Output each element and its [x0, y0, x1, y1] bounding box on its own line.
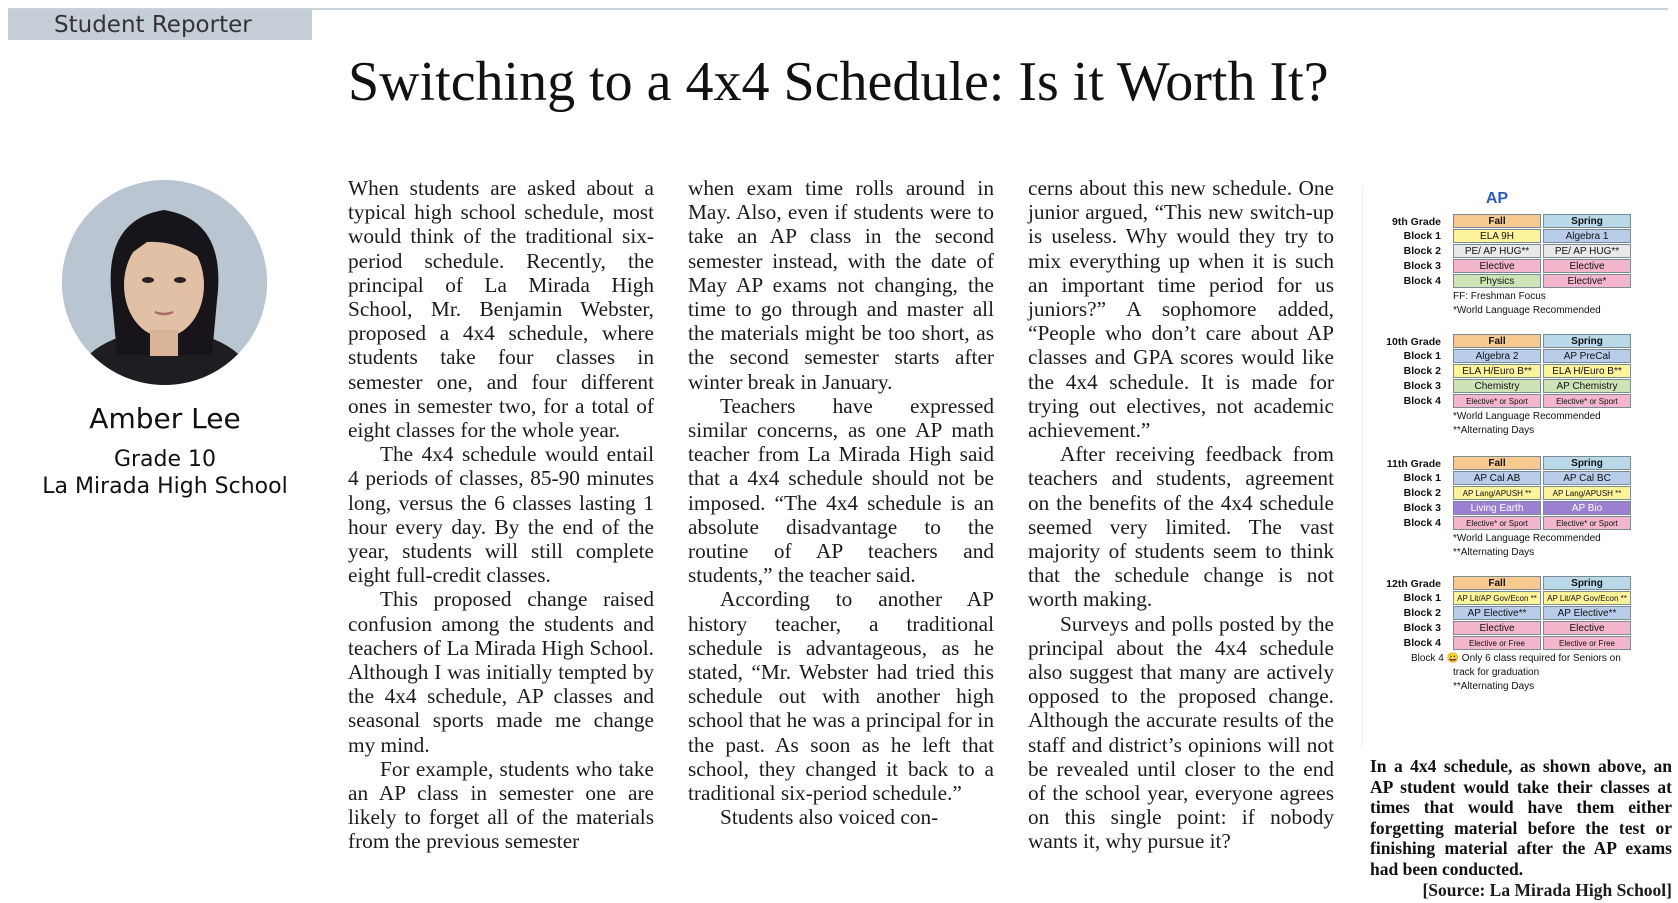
article-paragraph: when exam time rolls around in May. Also, even if students were to take an AP class in the second semester instead, with the date of May AP exams not changing, the time to go through and master all the materials might be too short, as the second semester starts after winter break in January. [688, 176, 994, 394]
article-column-1 [348, 176, 654, 854]
fall-class: Elective [1453, 259, 1541, 273]
block-label: Block 3 [1403, 260, 1441, 272]
schedule-note: FF: Freshman Focus [1453, 291, 1546, 302]
article-paragraph: This proposed change raised confusion among the students and teachers of La Mirada High School. Although I was initially tempted by the 4x4 schedule, AP classes and seasonal sports made me change my mind. [348, 587, 654, 757]
article-paragraph: After receiving feedback from teachers and students, agreement on the benefits of the 4x4 schedule seemed very limited. The vast majority of students seem to think that the schedule change is not worth making. [1028, 442, 1334, 612]
fall-class: ELA H/Euro B** [1453, 364, 1541, 378]
spring-class: AP PreCal [1543, 349, 1631, 363]
schedule-chart [1362, 186, 1671, 746]
section-label: Student Reporter [8, 10, 312, 40]
fall-class: Elective* or Sport [1453, 394, 1541, 408]
fall-header: Fall [1453, 214, 1541, 228]
spring-class: Elective [1543, 621, 1631, 635]
fall-class: AP Lit/AP Gov/Econ ** [1453, 591, 1541, 605]
spring-header: Spring [1543, 576, 1631, 590]
fall-header: Fall [1453, 576, 1541, 590]
block-label: Block 2 [1403, 245, 1441, 257]
spring-class: ELA H/Euro B** [1543, 364, 1631, 378]
block-label: Block 1 [1403, 230, 1441, 242]
article-paragraph: Students also voiced con- [720, 805, 939, 830]
block-label: Block 2 [1403, 607, 1441, 619]
fall-class: Elective* or Sport [1453, 516, 1541, 530]
spring-class: Elective* [1543, 274, 1631, 288]
fall-class: AP Elective** [1453, 606, 1541, 620]
spring-class: AP Lang/APUSH ** [1543, 486, 1631, 500]
spring-class: Elective* or Sport [1543, 394, 1631, 408]
image-caption: In a 4x4 schedule, as shown above, an AP student would take their classes at times that would have them either forgetting material before the test or finishing material after the AP exams had been conducted. [1370, 756, 1672, 879]
headline: Switching to a 4x4 Schedule: Is it Worth It? [348, 51, 1329, 113]
fall-class: AP Lang/APUSH ** [1453, 486, 1541, 500]
article-paragraph: Surveys and polls posted by the principal about the 4x4 schedule also suggest that many are actively opposed to the proposed change. Although the accurate results of the staff and district’s opinions will not be revealed until closer to the end of the school year, everyone agrees on this single point: if nobody wants it, why pursue it? [1028, 611, 1334, 854]
fall-header: Fall [1453, 334, 1541, 348]
schedule-note: **Alternating Days [1453, 425, 1535, 436]
spring-class: AP Chemistry [1543, 379, 1631, 393]
block-label: Block 1 [1403, 350, 1441, 362]
schedule-note: *World Language Recommended [1453, 533, 1601, 544]
fall-class: ELA 9H [1453, 229, 1541, 243]
block-label: Block 4 [1403, 637, 1441, 649]
author-grade: Grade 10 [113, 447, 217, 472]
fall-class: AP Cal AB [1453, 471, 1541, 485]
spring-class: Algebra 1 [1543, 229, 1631, 243]
block-label: Block 3 [1403, 502, 1441, 514]
block-label: Block 4 [1403, 395, 1441, 407]
block-label: Block 3 [1403, 622, 1441, 634]
article-paragraph: According to another AP history teacher, a traditional schedule is advantageous, as he stated, “Mr. Webster had tried this schedule out with another high school that he was a principal for in the past. As soon as he left that school, they changed it back to a traditional six-period schedule.” [688, 587, 994, 806]
fall-class: Living Earth [1453, 501, 1541, 515]
fall-class: Elective [1453, 621, 1541, 635]
article-paragraph: Teachers have expressed similar concerns, as one AP math teacher from La Mirada High said that a 4x4 schedule should not be imposed. “The 4x4 schedule is an absolute disadvantage to the routine of AP teachers and students,” the teacher said. [688, 393, 994, 588]
grade-label: 12th Grade [1386, 578, 1441, 590]
grade-label: 9th Grade [1391, 216, 1441, 228]
grade-label: 10th Grade [1386, 336, 1441, 348]
fall-class: Elective or Free [1453, 636, 1541, 650]
spring-class: Elective* or Sport [1543, 516, 1631, 530]
spring-header: Spring [1543, 456, 1631, 470]
article-column-3 [1028, 176, 1334, 854]
block-label: Block 2 [1403, 365, 1441, 377]
spring-class: Elective or Free [1543, 636, 1631, 650]
schedule-note: *World Language Recommended [1453, 411, 1601, 422]
chart-title: AP [1485, 190, 1509, 207]
schedule-note: *World Language Recommended [1453, 305, 1601, 316]
article-paragraph: The 4x4 schedule would entail 4 periods of classes, 85-90 minutes long, versus the 6 classes lasting 1 hour every day. By the end of the year, students will still complete eight full-credit classes. [348, 442, 654, 588]
schedule-note: **Alternating Days [1453, 547, 1535, 558]
author-photo [62, 180, 267, 385]
article-paragraph: For example, students who take an AP class in semester one are likely to forget all of the materials from the previous semester [348, 756, 654, 854]
spring-class: AP Elective** [1543, 606, 1631, 620]
block-label: Block 4 [1403, 275, 1441, 287]
article-column-2 [688, 176, 994, 829]
fall-class: PE/ AP HUG** [1453, 244, 1541, 258]
spring-class: AP Bio [1543, 501, 1631, 515]
schedule-note: Block 4 😀 Only 6 class required for Seniors on [1411, 653, 1621, 664]
grade-label: 11th Grade [1386, 458, 1441, 470]
block-label: Block 2 [1403, 487, 1441, 499]
block-label: Block 1 [1403, 592, 1441, 604]
fall-class: Chemistry [1453, 379, 1541, 393]
block-label: Block 3 [1403, 380, 1441, 392]
fall-header: Fall [1453, 456, 1541, 470]
spring-class: AP Lit/AP Gov/Econ ** [1543, 591, 1631, 605]
fall-class: Algebra 2 [1453, 349, 1541, 363]
fall-class: Physics [1453, 274, 1541, 288]
spring-header: Spring [1543, 214, 1631, 228]
spring-header: Spring [1543, 334, 1631, 348]
schedule-note: track for graduation [1453, 667, 1540, 678]
spring-class: AP Cal BC [1543, 471, 1631, 485]
author-name: Amber Lee [89, 402, 241, 435]
article-paragraph: cerns about this new schedule. One junior argued, “This new switch-up is useless. Why would they try to mix everything up when it is such an important time period for us juniors?” A sophomore added, “People who don’t care about AP classes and GPA scores would like the 4x4 schedule. It is made for trying out electives, not academic achievement.” [1028, 176, 1334, 443]
image-source: [Source: La Mirada High School] [1422, 880, 1672, 900]
spring-class: Elective [1543, 259, 1631, 273]
block-label: Block 1 [1403, 472, 1441, 484]
article-paragraph: When students are asked about a typical high school schedule, most would think of the traditional six-period schedule. Recently, the principal of La Mirada High School, Mr. Benjamin Webster, proposed a 4x4 schedule, where students take four classes in semester one, and four different ones in semester two, for a total of eight classes for the whole year. [348, 176, 654, 443]
schedule-note: **Alternating Days [1453, 681, 1535, 692]
block-label: Block 4 [1403, 517, 1441, 529]
spring-class: PE/ AP HUG** [1543, 244, 1631, 258]
author-school: La Mirada High School [42, 474, 288, 499]
